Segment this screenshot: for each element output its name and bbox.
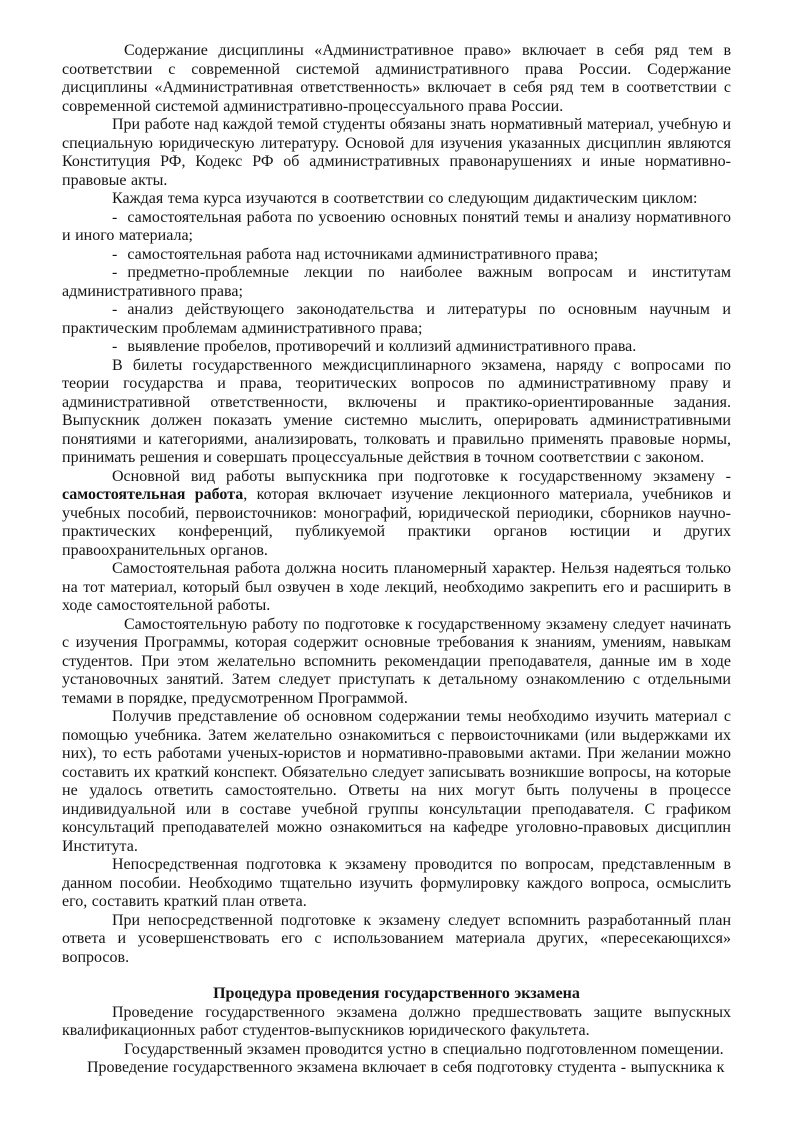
bullet-dash-icon: -: [112, 301, 118, 318]
para-exam-includes: Проведение государственного экзамена включает в себя подготовку студента - выпускника к: [87, 1059, 725, 1076]
bullet-text: предметно-проблемные лекции по наиболее важным вопросам и институтам административного права;: [62, 264, 731, 300]
bullet-text: выявление пробелов, противоречий и коллизий административного права.: [127, 338, 637, 355]
para-planned-character: Самостоятельная работа должна носить планомерный характер. Нельзя надеяться только на тот материал, который был озвучен в ходе лекций, необходимо закрепить его и расширить в ходе самостоятельной работы.: [62, 560, 731, 614]
bullet-dash-icon: -: [112, 264, 118, 281]
para-main-work-type-before: Основной вид работы выпускника при подготовке к государственному экзамену -: [112, 467, 731, 485]
para-exam-tickets: В билеты государственного междисциплинарного экзамена, наряду с вопросами по теории государства и права, теоритических вопросов по административному праву и административной ответственности, включены и практико-ориентированные задания. Выпускник должен показать умение системно мыслить, оперировать административными понятиями и категориями, анализировать, толковать и правильно применять правовые нормы, принимать решения и совершать процессуальные действия в точном соответствии с законом.: [62, 356, 731, 466]
bullet-item-legislation-analysis: [62, 301, 731, 338]
para-oral-exam: Государственный экзамен проводится устно в специально подготовленном помещении.: [124, 1040, 724, 1058]
para-exam-precedes-defense: Проведение государственного экзамена должно предшествовать защите выпускных квалификационных работ студентов-выпускников юридического факультета.: [62, 1003, 731, 1039]
bullet-text: самостоятельная работа по усвоению основных понятий темы и анализу нормативного и иного материала;: [62, 208, 731, 244]
para-didactic-cycle-intro: Каждая тема курса изучаются в соответствии со следующим дидактическим циклом:: [112, 190, 698, 207]
para-main-work-type-after: , которая включает изучение лекционного материала, учебников и учебных пособий, первоисточников: монографий, юридической периодики, сборников научно-практических конференций, публикуемой практики органов юстиции и других правоохранительных органов.: [62, 486, 732, 559]
para-main-work-type-bold: самостоятельная работа: [62, 486, 244, 503]
bullet-dash-icon: -: [112, 338, 118, 355]
bullet-item-gaps-collisions: [62, 338, 731, 357]
para-work-requirements: При работе над каждой темой студенты обязаны знать нормативный материал, учебную и специальную юридическую литературу. Основой для изучения указанных дисциплин являются Конституция РФ, Кодекс РФ об административных правонарушениях и иные нормативно-правовые акты.: [62, 116, 731, 189]
para-study-material: Получив представление об основном содержании темы необходимо изучить материал с помощью учебника. Затем желательно ознакомиться с первоисточниками (или выдержками их них), то есть работами ученых-юристов и нормативно-правовыми актами. При желании можно составить их краткий конспект. Обязательно следует записывать возникшие вопросы, на которые не удалось ответить самостоятельно. Ответы на них могут быть получены в процессе индивидуальной или в составе учебной группы консультации преподавателя. С графиком консультаций преподавателей можно ознакомиться на кафедре уголовно-правовых дисциплин Института.: [62, 708, 731, 855]
bullet-dash-icon: -: [112, 245, 118, 263]
para-discipline-content: Содержание дисциплины «Административное право» включает в себя ряд тем в соответствии с современной системой административного права России. Содержание дисциплины «Административная ответственность» включает в себя ряд тем в соответствии с современной системой административно-процессуального права России.: [62, 42, 731, 115]
bullet-dash-icon: -: [112, 208, 118, 226]
para-start-with-program: Самостоятельную работу по подготовке к государственному экзамену следует начинать с изучения Программы, которая содержит основные требования к знаниям, умениям, навыкам студентов. При этом желательно вспомнить рекомендации преподавателя, данные им в ходе установочных занятий. Затем следует приступать к детальному ознакомлению с отдельными темами в порядке, предусмотренном Программой.: [62, 615, 731, 707]
bullet-text: самостоятельная работа над источниками административного права;: [127, 245, 599, 263]
bullet-item-self-work-sources: [62, 246, 731, 265]
bullet-item-self-work-concepts: [62, 209, 731, 246]
para-direct-preparation: Непосредственная подготовка к экзамену проводится по вопросам, представленным в данном пособии. Необходимо тщательно изучить формулировку каждого вопроса, осмыслить его, составить краткий план ответа.: [62, 856, 731, 910]
bullet-item-problem-lectures: [62, 264, 731, 301]
bullet-text: анализ действующего законодательства и литературы по основным научным и практическим проблемам административного права;: [62, 301, 731, 337]
heading-exam-procedure: Процедура проведения государственного экзамена: [213, 985, 580, 1002]
para-main-work-type: [62, 468, 731, 561]
para-recall-plan: При непосредственной подготовке к экзамену следует вспомнить разработанный план ответа и усовершенствовать его с использованием материала других, «пересекающихся» вопросов.: [62, 911, 731, 966]
